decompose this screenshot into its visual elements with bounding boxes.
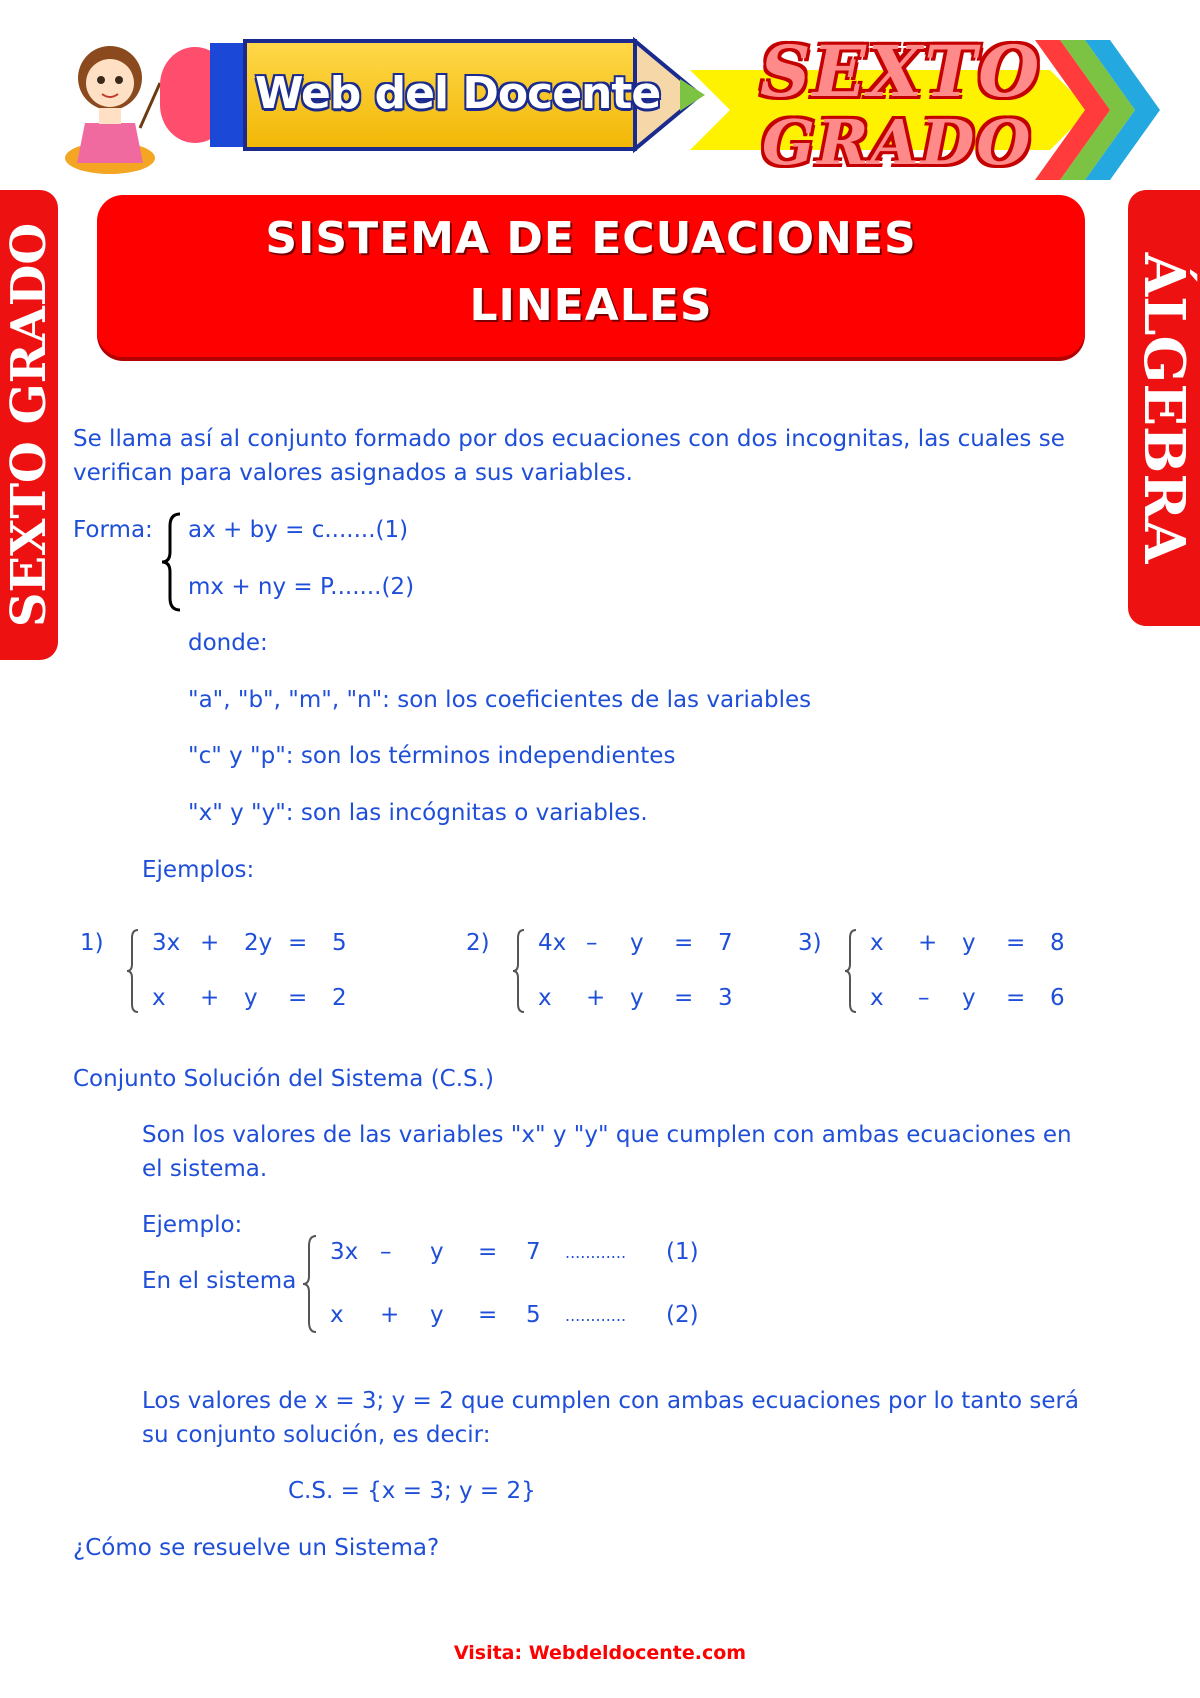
equation-cell: 5 [332, 930, 347, 956]
solution-brace-icon [302, 1234, 320, 1334]
donde-label: donde: [188, 630, 268, 656]
example-brace-icon [844, 928, 860, 1014]
solution-equation-cell: = [478, 1302, 498, 1328]
equation-cell: + [200, 930, 220, 956]
title-line-2: LINEALES [469, 280, 713, 331]
solution-desc-line-2: el sistema. [142, 1156, 268, 1182]
equation-cell: x [870, 930, 884, 956]
example-brace-icon [512, 928, 528, 1014]
header [0, 0, 1200, 185]
intro-line-2: verifican para valores asignados a sus variables. [73, 460, 633, 486]
equation-cell: 3x [152, 930, 181, 956]
equation-cell: y [630, 930, 644, 956]
solution-heading: Conjunto Solución del Sistema (C.S.) [73, 1066, 494, 1092]
equation-cell: = [1006, 985, 1026, 1011]
teacher-mascot-icon [55, 28, 165, 178]
equation-cell: 2y [244, 930, 273, 956]
solution-equation-cell: (2) [666, 1302, 699, 1328]
forma-eq-1: ax + by = c.......(1) [188, 517, 409, 543]
equation-cell: + [918, 930, 938, 956]
solution-equation-cell: 7 [526, 1239, 541, 1265]
equation-cell: = [674, 930, 694, 956]
example-number: 3) [798, 930, 822, 956]
intro-line-1: Se llama así al conjunto formado por dos ecuaciones con dos incognitas, las cuales se [73, 426, 1065, 452]
solution-equation-cell: x [330, 1302, 344, 1328]
equation-cell: x [538, 985, 552, 1011]
equation-cell: 3 [718, 985, 733, 1011]
grade-word-sexto: SEXTO [760, 30, 1042, 113]
equation-cell: 8 [1050, 930, 1065, 956]
solution-equation-cell: y [430, 1239, 444, 1265]
equation-cell: = [288, 985, 308, 1011]
forma-item-3: "x" y "y": son las incógnitas o variables. [188, 800, 648, 826]
equation-cell: x [870, 985, 884, 1011]
forma-label: Forma: [73, 517, 153, 543]
equation-cell: y [244, 985, 258, 1011]
solution-result-line-2: su conjunto solución, es decir: [142, 1422, 491, 1448]
question-line: ¿Cómo se resuelve un Sistema? [73, 1535, 440, 1561]
example-brace-icon [126, 928, 142, 1014]
equation-cell: y [962, 985, 976, 1011]
solution-system-label: En el sistema [142, 1268, 297, 1294]
solution-desc-line-1: Son los valores de las variables "x" y "y" que cumplen con ambas ecuaciones en [142, 1122, 1072, 1148]
solution-equation-cell: – [380, 1239, 392, 1265]
equation-cell: = [674, 985, 694, 1011]
title-line-1: SISTEMA DE ECUACIONES [265, 213, 917, 264]
solution-result-line-1: Los valores de x = 3; y = 2 que cumplen con ambas ecuaciones por lo tanto será [142, 1388, 1080, 1414]
footer-visit[interactable]: Visita: Webdeldocente.com [453, 1642, 747, 1664]
solution-equation-cell: 5 [526, 1302, 541, 1328]
equation-cell: + [586, 985, 606, 1011]
equation-cell: x [152, 985, 166, 1011]
forma-item-1: "a", "b", "m", "n": son los coeficientes de las variables [188, 687, 812, 713]
solution-cs: C.S. = {x = 3; y = 2} [288, 1478, 536, 1504]
side-banner-right [1128, 190, 1200, 626]
equation-cell: y [630, 985, 644, 1011]
equation-cell: y [962, 930, 976, 956]
title-banner [97, 195, 1085, 357]
equation-cell: = [288, 930, 308, 956]
side-label-left: SEXTO GRADO [1, 222, 57, 628]
grade-word-grado: GRADO [762, 106, 1033, 179]
side-banner-left [0, 190, 58, 660]
forma-item-2: "c" y "p": son los términos independientes [188, 743, 676, 769]
equation-cell: = [1006, 930, 1026, 956]
equation-cell: 2 [332, 985, 347, 1011]
solution-equation-cell: (1) [666, 1239, 699, 1265]
solution-equation-cell: = [478, 1239, 498, 1265]
solution-equation-cell: 3x [330, 1239, 359, 1265]
solution-equation-cell: ............ [565, 1243, 627, 1262]
equation-cell: – [586, 930, 598, 956]
solution-equation-cell: ............ [565, 1306, 627, 1325]
equation-cell: 6 [1050, 985, 1065, 1011]
solution-equation-cell: y [430, 1302, 444, 1328]
forma-brace-icon [160, 512, 184, 612]
equation-cell: + [200, 985, 220, 1011]
solution-example-label: Ejemplo: [142, 1212, 243, 1238]
equation-cell: 4x [538, 930, 567, 956]
equation-cell: 7 [718, 930, 733, 956]
example-number: 1) [80, 930, 104, 956]
equation-cell: – [918, 985, 930, 1011]
forma-eq-2: mx + ny = P.......(2) [188, 574, 415, 600]
example-number: 2) [466, 930, 490, 956]
side-label-right: ÁLGEBRA [1131, 252, 1197, 564]
examples-label: Ejemplos: [142, 857, 255, 883]
solution-equation-cell: + [380, 1302, 400, 1328]
logo-text: Web del Docente [255, 68, 661, 119]
